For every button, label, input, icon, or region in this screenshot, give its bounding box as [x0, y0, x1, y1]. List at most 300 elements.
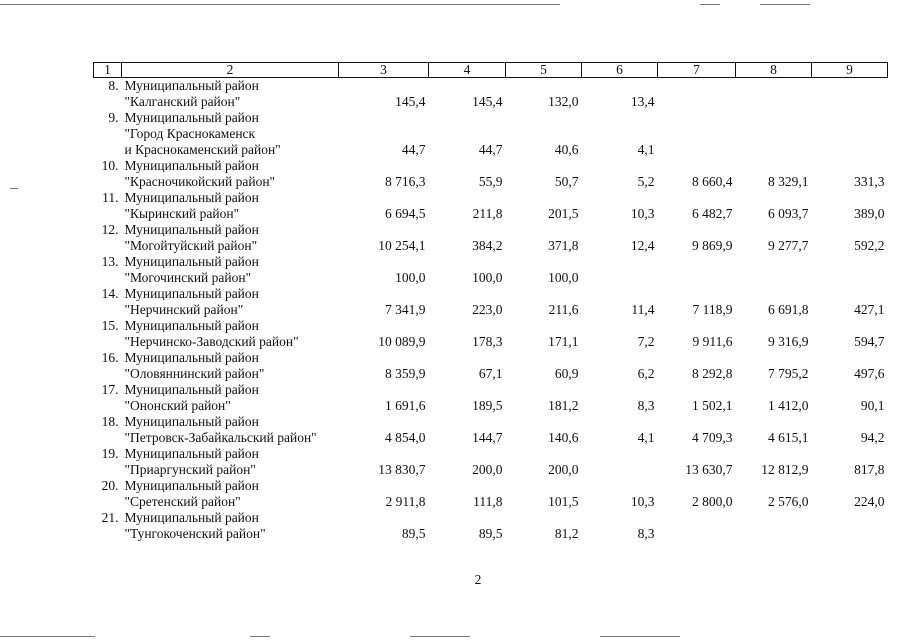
- value-cell-col8: 1 412,0: [768, 398, 809, 413]
- empty-cell: [429, 382, 506, 398]
- scan-artifact-line: [250, 636, 270, 637]
- district-type: Муниципальный район: [124, 510, 259, 525]
- page-number: 2: [474, 572, 482, 587]
- value-cell-col9: [812, 142, 888, 158]
- empty-cell: [812, 126, 888, 142]
- empty-cell: [429, 478, 506, 494]
- empty-cell: [94, 206, 122, 222]
- district-type: Муниципальный район: [124, 446, 259, 461]
- value-cell-col6: 11,4: [631, 302, 655, 317]
- value-cell-col3: 44,7: [401, 142, 426, 157]
- empty-cell: [736, 510, 812, 526]
- empty-cell: [736, 254, 812, 270]
- district-name: "Нерчинский район": [124, 302, 244, 317]
- table-row: [94, 190, 888, 206]
- value-cell-col4: 223,0: [472, 302, 503, 317]
- empty-cell: [429, 414, 506, 430]
- empty-cell: [429, 286, 506, 302]
- district-name: "Могойтуйский район": [124, 238, 258, 253]
- value-cell-col8: 9 316,9: [768, 334, 809, 349]
- table-row: [94, 110, 888, 126]
- empty-cell: [339, 78, 429, 95]
- scan-artifact-line: [760, 4, 810, 5]
- empty-cell: [582, 78, 658, 95]
- value-cell-col3: 10 089,9: [378, 334, 426, 349]
- empty-cell: [812, 510, 888, 526]
- empty-cell: [429, 158, 506, 174]
- table-row: [94, 462, 888, 478]
- empty-cell: [658, 286, 736, 302]
- row-index: 12.: [101, 222, 119, 237]
- value-cell-col9: [812, 94, 888, 110]
- empty-cell: [94, 94, 122, 110]
- empty-cell: [736, 110, 812, 126]
- value-cell-col7: 8 292,8: [692, 366, 733, 381]
- table-row: [94, 446, 888, 462]
- value-cell-col5: 40,6: [554, 142, 579, 157]
- empty-cell: [582, 254, 658, 270]
- empty-cell: [94, 526, 122, 542]
- value-cell-col6: [582, 270, 658, 286]
- empty-cell: [736, 382, 812, 398]
- empty-cell: [658, 478, 736, 494]
- row-index: 16.: [101, 350, 119, 365]
- district-name: "Сретенский район": [124, 494, 241, 509]
- empty-cell: [506, 254, 582, 270]
- table-row: [94, 350, 888, 366]
- value-cell-col6: 4,1: [637, 142, 655, 157]
- row-index: 11.: [102, 190, 119, 205]
- empty-cell: [658, 190, 736, 206]
- empty-cell: [658, 382, 736, 398]
- value-cell-col7: 7 118,9: [692, 302, 733, 317]
- value-cell-col5: 211,6: [548, 302, 579, 317]
- value-cell-col4: 211,8: [472, 206, 503, 221]
- empty-cell: [94, 142, 122, 158]
- value-cell-col7: 9 911,6: [692, 334, 733, 349]
- table-row: [94, 142, 888, 158]
- value-cell-col5: 181,2: [548, 398, 579, 413]
- value-cell-col9: [812, 526, 888, 542]
- empty-cell: [339, 286, 429, 302]
- table-row: [94, 78, 888, 95]
- empty-cell: [339, 382, 429, 398]
- empty-cell: [582, 382, 658, 398]
- district-name: "Петровск-Забайкальский район": [124, 430, 317, 445]
- value-cell-col9: 389,0: [854, 206, 885, 221]
- column-header: 6: [582, 63, 658, 78]
- empty-cell: [339, 510, 429, 526]
- table-row: [94, 94, 888, 110]
- empty-cell: [582, 286, 658, 302]
- empty-cell: [812, 382, 888, 398]
- empty-cell: [658, 414, 736, 430]
- empty-cell: [658, 350, 736, 366]
- table-row: [94, 302, 888, 318]
- value-cell-col3: 4 854,0: [385, 430, 426, 445]
- district-type: Муниципальный район: [124, 222, 259, 237]
- row-index: 21.: [101, 510, 119, 525]
- value-cell-col6: 10,3: [630, 206, 655, 221]
- empty-cell: [94, 430, 122, 446]
- value-cell-col5: 60,9: [554, 366, 579, 381]
- value-cell-col8: [736, 142, 812, 158]
- row-index: 20.: [101, 478, 119, 493]
- district-name: "Могочинский район": [124, 270, 252, 285]
- table-header-row: [94, 63, 888, 78]
- value-cell-col7: [658, 270, 736, 286]
- empty-cell: [658, 222, 736, 238]
- district-type: Муниципальный район: [124, 286, 259, 301]
- district-type: Муниципальный район: [124, 158, 259, 173]
- table-row: [94, 270, 888, 286]
- table-row: [94, 366, 888, 382]
- empty-cell: [658, 126, 736, 142]
- table-row: [94, 414, 888, 430]
- empty-cell: [506, 78, 582, 95]
- value-cell-col4: 44,7: [478, 142, 503, 157]
- scan-artifact-line: [700, 4, 720, 5]
- value-cell-col4: 89,5: [478, 526, 503, 541]
- value-cell-col9: [812, 270, 888, 286]
- empty-cell: [812, 190, 888, 206]
- value-cell-col4: 67,1: [478, 366, 503, 381]
- empty-cell: [658, 510, 736, 526]
- empty-cell: [812, 446, 888, 462]
- row-index: 9.: [108, 110, 119, 125]
- value-cell-col5: 50,7: [554, 174, 579, 189]
- column-header: 8: [736, 63, 812, 78]
- empty-cell: [506, 190, 582, 206]
- value-cell-col9: 94,2: [860, 430, 885, 445]
- district-name: "Оловяннинский район": [124, 366, 265, 381]
- value-cell-col5: 81,2: [554, 526, 579, 541]
- value-cell-col6: 8,3: [637, 398, 655, 413]
- value-cell-col3: 2 911,8: [385, 494, 426, 509]
- value-cell-col4: 100,0: [472, 270, 503, 285]
- empty-cell: [812, 158, 888, 174]
- table-row: [94, 254, 888, 270]
- value-cell-col7: [658, 526, 736, 542]
- empty-cell: [506, 350, 582, 366]
- value-cell-col7: 1 502,1: [692, 398, 733, 413]
- table-row: [94, 478, 888, 494]
- value-cell-col3: 8 359,9: [385, 366, 426, 381]
- empty-cell: [812, 110, 888, 126]
- empty-cell: [736, 78, 812, 95]
- empty-cell: [506, 110, 582, 126]
- empty-cell: [582, 414, 658, 430]
- value-cell-col8: 7 795,2: [768, 366, 809, 381]
- empty-cell: [582, 190, 658, 206]
- table-row: [94, 222, 888, 238]
- district-name: "Красночикойский район": [124, 174, 276, 189]
- empty-cell: [736, 158, 812, 174]
- empty-cell: [582, 478, 658, 494]
- value-cell-col8: 8 329,1: [768, 174, 809, 189]
- empty-cell: [658, 446, 736, 462]
- district-type: Муниципальный район: [124, 254, 259, 269]
- empty-cell: [506, 222, 582, 238]
- value-cell-col7: 2 800,0: [692, 494, 733, 509]
- row-index: 19.: [101, 446, 119, 461]
- district-type: Муниципальный район: [124, 190, 259, 205]
- empty-cell: [812, 414, 888, 430]
- value-cell-col7: 13 630,7: [685, 462, 733, 477]
- empty-cell: [582, 110, 658, 126]
- value-cell-col4: 144,7: [472, 430, 503, 445]
- district-type: Муниципальный район: [124, 350, 259, 365]
- column-header: 3: [339, 63, 429, 78]
- table-row: [94, 334, 888, 350]
- empty-cell: [339, 446, 429, 462]
- value-cell-col3: 145,4: [395, 94, 426, 109]
- empty-cell: [582, 158, 658, 174]
- empty-cell: [582, 126, 658, 142]
- empty-cell: [94, 238, 122, 254]
- empty-cell: [736, 414, 812, 430]
- empty-cell: [506, 478, 582, 494]
- scan-artifact-line: [410, 636, 470, 637]
- empty-cell: [429, 190, 506, 206]
- empty-cell: [812, 254, 888, 270]
- value-cell-col5: 200,0: [548, 462, 579, 477]
- empty-cell: [94, 270, 122, 286]
- row-index: 14.: [101, 286, 119, 301]
- scan-artifact-line: [0, 4, 560, 5]
- empty-cell: [339, 190, 429, 206]
- value-cell-col7: 8 660,4: [692, 174, 733, 189]
- value-cell-col3: 1 691,6: [385, 398, 426, 413]
- table-row: [94, 526, 888, 542]
- empty-cell: [429, 446, 506, 462]
- table-body: [94, 63, 888, 543]
- district-type: Муниципальный район: [124, 382, 259, 397]
- value-cell-col9: 224,0: [854, 494, 885, 509]
- district-name: "Город Краснокаменск: [124, 126, 256, 141]
- empty-cell: [339, 478, 429, 494]
- value-cell-col6: 5,2: [637, 174, 655, 189]
- column-header: 5: [506, 63, 582, 78]
- empty-cell: [736, 478, 812, 494]
- empty-cell: [94, 302, 122, 318]
- empty-cell: [736, 286, 812, 302]
- value-cell-col8: [736, 526, 812, 542]
- value-cell-col3: 89,5: [401, 526, 426, 541]
- value-cell-col6: 13,4: [630, 94, 655, 109]
- value-cell-col6: 12,4: [630, 238, 655, 253]
- value-cell-col9: 817,8: [854, 462, 885, 477]
- empty-cell: [506, 158, 582, 174]
- table-row: [94, 206, 888, 222]
- value-cell-col3: 13 830,7: [378, 462, 426, 477]
- value-cell-col8: [736, 94, 812, 110]
- empty-cell: [506, 318, 582, 334]
- row-index: 15.: [101, 318, 119, 333]
- district-name: "Ононский район": [124, 398, 231, 413]
- empty-cell: [94, 334, 122, 350]
- row-index: 8.: [108, 78, 119, 93]
- empty-cell: [506, 382, 582, 398]
- value-cell-col8: 2 576,0: [768, 494, 809, 509]
- scan-artifact-line: [600, 636, 680, 637]
- empty-cell: [506, 126, 582, 142]
- value-cell-col9: 594,7: [854, 334, 885, 349]
- empty-cell: [658, 318, 736, 334]
- value-cell-col5: 371,8: [548, 238, 579, 253]
- scan-artifact-line: [0, 636, 95, 637]
- empty-cell: [429, 254, 506, 270]
- table-row: [94, 126, 888, 142]
- value-cell-col3: 10 254,1: [378, 238, 426, 253]
- empty-cell: [94, 462, 122, 478]
- empty-cell: [339, 126, 429, 142]
- value-cell-col6: 4,1: [637, 430, 655, 445]
- value-cell-col4: 189,5: [472, 398, 503, 413]
- table-row: [94, 158, 888, 174]
- table-row: [94, 398, 888, 414]
- row-index: 13.: [101, 254, 119, 269]
- empty-cell: [94, 494, 122, 510]
- empty-cell: [506, 446, 582, 462]
- empty-cell: [658, 78, 736, 95]
- value-cell-col3: 8 716,3: [385, 174, 426, 189]
- empty-cell: [582, 318, 658, 334]
- empty-cell: [812, 318, 888, 334]
- scan-artifact-line: [10, 188, 18, 189]
- district-type: Муниципальный район: [124, 414, 259, 429]
- value-cell-col4: 111,8: [473, 494, 503, 509]
- value-cell-col3: 7 341,9: [385, 302, 426, 317]
- column-header: 9: [812, 63, 888, 78]
- empty-cell: [339, 110, 429, 126]
- empty-cell: [429, 510, 506, 526]
- district-name: и Краснокаменский район": [124, 142, 281, 157]
- empty-cell: [582, 446, 658, 462]
- empty-cell: [429, 78, 506, 95]
- empty-cell: [658, 110, 736, 126]
- value-cell-col7: [658, 142, 736, 158]
- value-cell-col3: 100,0: [395, 270, 426, 285]
- empty-cell: [339, 158, 429, 174]
- value-cell-col5: 171,1: [548, 334, 579, 349]
- district-name: "Приаргунский район": [124, 462, 256, 477]
- empty-cell: [736, 350, 812, 366]
- value-cell-col9: 592,2: [854, 238, 885, 253]
- empty-cell: [736, 126, 812, 142]
- empty-cell: [582, 222, 658, 238]
- value-cell-col8: 6 691,8: [768, 302, 809, 317]
- district-name: "Нерчинско-Заводский район": [124, 334, 299, 349]
- empty-cell: [429, 350, 506, 366]
- value-cell-col4: 384,2: [472, 238, 503, 253]
- empty-cell: [429, 318, 506, 334]
- empty-cell: [658, 254, 736, 270]
- value-cell-col6: [582, 462, 658, 478]
- table-row: [94, 238, 888, 254]
- empty-cell: [339, 254, 429, 270]
- value-cell-col4: 200,0: [472, 462, 503, 477]
- row-index: 10.: [101, 158, 119, 173]
- value-cell-col8: 6 093,7: [768, 206, 809, 221]
- table-row: [94, 318, 888, 334]
- column-header: 7: [658, 63, 736, 78]
- row-index: 18.: [101, 414, 119, 429]
- value-cell-col8: 4 615,1: [768, 430, 809, 445]
- empty-cell: [429, 222, 506, 238]
- table-row: [94, 430, 888, 446]
- value-cell-col5: 201,5: [548, 206, 579, 221]
- value-cell-col9: 427,1: [854, 302, 885, 317]
- empty-cell: [812, 222, 888, 238]
- empty-cell: [339, 222, 429, 238]
- value-cell-col7: [658, 94, 736, 110]
- empty-cell: [812, 350, 888, 366]
- empty-cell: [339, 350, 429, 366]
- value-cell-col6: 6,2: [637, 366, 655, 381]
- district-type: Муниципальный район: [124, 78, 259, 93]
- table-row: [94, 510, 888, 526]
- empty-cell: [94, 366, 122, 382]
- district-name: "Тунгокоченский район": [124, 526, 266, 541]
- value-cell-col5: 132,0: [548, 94, 579, 109]
- value-cell-col7: 4 709,3: [692, 430, 733, 445]
- empty-cell: [94, 398, 122, 414]
- district-name: "Кыринский район": [124, 206, 240, 221]
- empty-cell: [812, 286, 888, 302]
- district-type: Муниципальный район: [124, 318, 259, 333]
- table-row: [94, 382, 888, 398]
- empty-cell: [429, 126, 506, 142]
- value-cell-col4: 145,4: [472, 94, 503, 109]
- value-cell-col5: 140,6: [548, 430, 579, 445]
- value-cell-col7: 6 482,7: [692, 206, 733, 221]
- value-cell-col8: 12 812,9: [761, 462, 809, 477]
- district-name: "Калганский район": [124, 94, 241, 109]
- value-cell-col3: 6 694,5: [385, 206, 426, 221]
- empty-cell: [94, 174, 122, 190]
- table-row: [94, 286, 888, 302]
- empty-cell: [506, 414, 582, 430]
- value-cell-col5: 100,0: [548, 270, 579, 285]
- value-cell-col4: 55,9: [478, 174, 503, 189]
- empty-cell: [736, 190, 812, 206]
- district-type: Муниципальный район: [124, 478, 259, 493]
- empty-cell: [658, 158, 736, 174]
- value-cell-col9: 331,3: [854, 174, 885, 189]
- value-cell-col9: 497,6: [854, 366, 885, 381]
- budget-table: [93, 62, 888, 542]
- value-cell-col4: 178,3: [472, 334, 503, 349]
- value-cell-col7: 9 869,9: [692, 238, 733, 253]
- value-cell-col9: 90,1: [860, 398, 885, 413]
- value-cell-col8: 9 277,7: [768, 238, 809, 253]
- empty-cell: [736, 222, 812, 238]
- empty-cell: [94, 126, 122, 142]
- column-header: 2: [122, 63, 339, 78]
- row-index: 17.: [101, 382, 119, 397]
- empty-cell: [812, 78, 888, 95]
- value-cell-col8: [736, 270, 812, 286]
- table-row: [94, 494, 888, 510]
- empty-cell: [582, 350, 658, 366]
- value-cell-col5: 101,5: [548, 494, 579, 509]
- value-cell-col6: 8,3: [637, 526, 655, 541]
- empty-cell: [506, 286, 582, 302]
- empty-cell: [736, 318, 812, 334]
- empty-cell: [506, 510, 582, 526]
- empty-cell: [429, 110, 506, 126]
